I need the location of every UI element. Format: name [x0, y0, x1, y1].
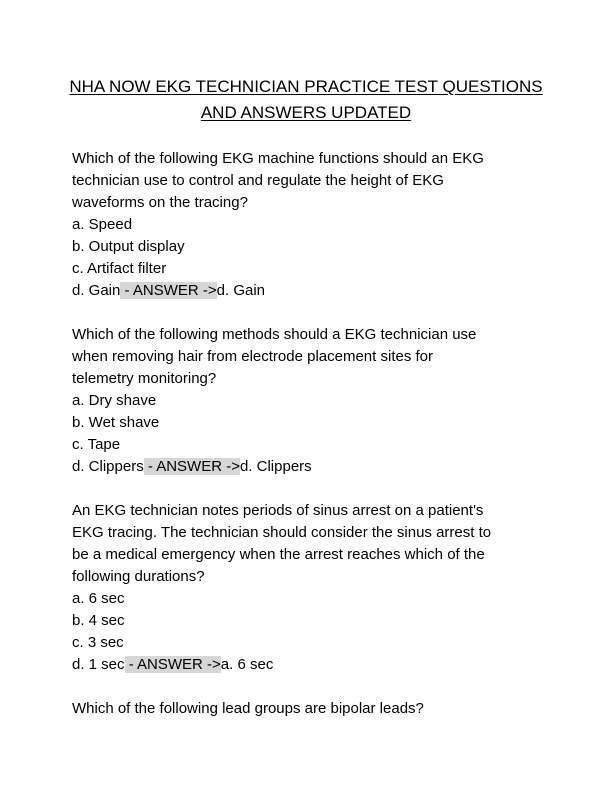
- answer-marker: - ANSWER ->: [143, 458, 240, 475]
- question-2-answer-line: [72, 456, 552, 478]
- question-3: [72, 500, 552, 676]
- question-1-option-b: b. Output display: [72, 238, 185, 255]
- question-2-text-line-2: when removing hair from electrode placement sites for: [72, 348, 433, 365]
- question-3-option-c: c. 3 sec: [72, 634, 124, 651]
- question-1-text-line-3: waveforms on the tracing?: [72, 194, 248, 211]
- question-1-option-d: d. Gain: [72, 282, 121, 299]
- question-3-option-d: d. 1 sec: [72, 656, 125, 673]
- question-3-option-a: a. 6 sec: [72, 590, 125, 607]
- document-title-line-2: AND ANSWERS UPDATED: [200, 103, 412, 122]
- question-2-option-b: b. Wet shave: [72, 414, 160, 431]
- question-3-text-line-4: following durations?: [72, 568, 205, 585]
- question-3-option-b: b. 4 sec: [72, 612, 125, 629]
- question-3-answer: a. 6 sec: [220, 656, 274, 673]
- question-2-text-line-3: telemetry monitoring?: [72, 370, 217, 387]
- question-3-text-line-1: An EKG technician notes periods of sinus arrest on a patient's: [72, 502, 484, 519]
- question-1: [72, 148, 552, 302]
- question-2-option-c: c. Tape: [72, 436, 121, 453]
- question-2-option-a: a. Dry shave: [72, 392, 157, 409]
- question-1-text-line-1: Which of the following EKG machine functions should an EKG: [72, 150, 484, 167]
- question-4-text-line-1: Which of the following lead groups are bipolar leads?: [72, 700, 424, 717]
- question-2: [72, 324, 552, 478]
- question-1-answer-line: [72, 280, 552, 302]
- answer-marker: - ANSWER ->: [120, 282, 217, 299]
- question-1-option-c: c. Artifact filter: [72, 260, 167, 277]
- question-2-option-d: d. Clippers: [72, 458, 144, 475]
- question-3-text-line-2: EKG tracing. The technician should consider the sinus arrest to: [72, 524, 492, 541]
- question-2-answer: d. Clippers: [239, 458, 312, 475]
- question-2-text-line-1: Which of the following methods should a EKG technician use: [72, 326, 477, 343]
- question-1-option-a: a. Speed: [72, 216, 133, 233]
- question-4: [72, 698, 552, 720]
- question-1-text-line-2: technician use to control and regulate the height of EKG: [72, 172, 444, 189]
- answer-marker: - ANSWER ->: [124, 656, 221, 673]
- question-3-text-line-3: be a medical emergency when the arrest reaches which of the: [72, 546, 485, 563]
- question-1-answer: d. Gain: [216, 282, 266, 299]
- question-3-answer-line: [72, 654, 552, 676]
- document-title-line-1: NHA NOW EKG TECHNICIAN PRACTICE TEST QUESTIONS: [69, 77, 543, 96]
